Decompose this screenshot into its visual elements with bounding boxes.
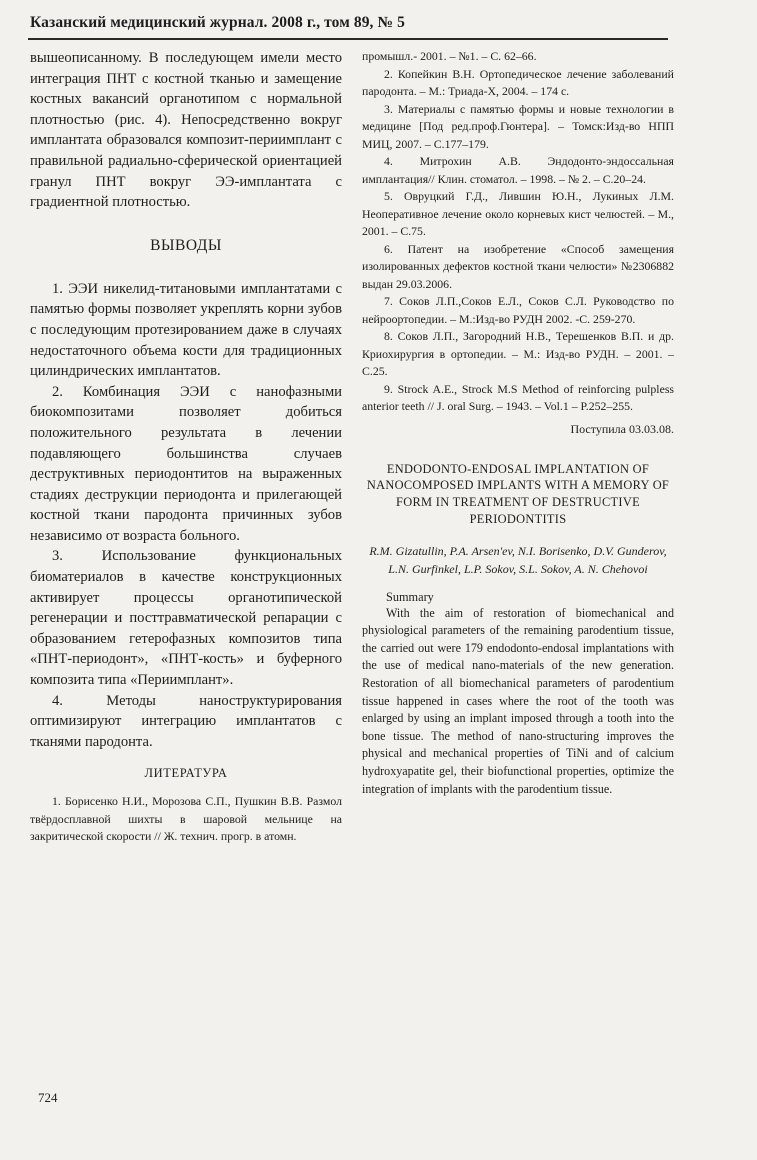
- reference-item-1-continued: промышл.- 2001. – №1. – С. 62–66.: [362, 49, 537, 63]
- english-authors: R.M. Gizatullin, P.A. Arsen'ev, N.I. Borisenko, D.V. Gunderov, L.N. Gurfinkel, L.P. Sokov, S.L. Sokov, A. N. Chehovoi: [369, 543, 667, 576]
- reference-item-7: 7. Соков Л.П.,Соков Е.Л., Соков С.Л. Руководство по нейроортопедии. – М.:Изд-во РУДН 2002. -С. 259-270.: [362, 294, 674, 326]
- header-rule: [28, 38, 668, 40]
- reference-item-4: 4. Митрохин А.В. Эндодонто-эндоссальная имплантация// Клин. стоматол. – 1998. – № 2. – С.20–24.: [362, 154, 674, 186]
- conclusion-item-3: 3. Использование функциональных биоматериалов в качестве конструкционных активирует процессы органотипической регенерации и посттравматической репарации с образованием гетерофазных композитов типа «ПНТ-периодонт», «ПНТ-кость» и буферного композита типа «Периимплант».: [30, 548, 342, 689]
- right-column: [362, 48, 674, 798]
- reference-item-3: 3. Материалы с памятью формы и новые технологии в медицине [Под ред.проф.Гюнтера]. – Томск:Изд-во НПП МИЦ, 2007. – С.177–179.: [362, 101, 674, 151]
- intro-paragraph: вышеописанному. В последующем имели место интеграция ПНТ с костной тканью и замещение костных вакансий органотипом с нормальной плотностью (рис. 4). Непосредственно вокруг имплантата образовался композит-периимплант с правильной радиально-сферической ориентацией гранул ПНТ вокруг ЭЭ-имплантата с градиентной плотностью.: [30, 50, 342, 211]
- conclusion-item-2: 2. Комбинация ЭЭИ с нанофазными биокомпозитами позволяет добиться положительного результата в лечении подавляющего большинства случаев деструктивных периодонтитов на выраженных стадиях деструкции периодонта и прилегающей костной ткани пародонта причинных зубов независимо от возраста больного.: [30, 383, 342, 544]
- reference-item-6: 6. Патент на изобретение «Способ замещения изолированных дефектов костной ткани челюсти» №2306882 выдан 29.03.2006.: [362, 241, 674, 291]
- page-number: 724: [38, 1090, 58, 1105]
- reference-item-5: 5. Овруцкий Г.Д., Лившин Ю.Н., Лукиных Л.М. Неоперативное лечение около корневых кист челюстей. – М., 2001. – С.75.: [362, 189, 674, 238]
- summary-label: Summary: [386, 589, 434, 604]
- conclusion-item-4: 4. Методы наноструктурирования оптимизируют интеграцию имплантатов с тканями пародонта.: [30, 692, 342, 750]
- conclusions-heading: ВЫВОДЫ: [150, 236, 222, 254]
- left-column: [30, 48, 342, 846]
- reference-item-9: 9. Strock A.E., Strock M.S Method of reinforcing pulpless anterior teeth // J. oral Surg. – 1943. – Vol.1 – P.252–255.: [362, 381, 674, 413]
- reference-item-8: 8. Соков Л.П., Загородний Н.В., Терешенков В.П. и др. Криохирургия в ортопедии. – М.: Изд-во РУДН. – 2001. – С.25.: [362, 329, 674, 378]
- summary-text: With the aim of restoration of biomechanical and physiological parameters of the remaining parodentium tissue, the carried out were 179 endodonto-endosal implantations with the use of medical nano-materials of the new generation. Restoration of all biomechanical parameters of parodentium tissue happened in cases where the root of the tooth was enlarged by using an implant imposed through a tooth into the bone tissue. The method of nano-structuring improves the physical and mechanical properties of TiNi and of calcium hydroxyapatite gel, their biofunctional properties, optimize the integration of implants with the parodentium tissue.: [362, 605, 674, 796]
- received-date: Поступила 03.03.08.: [570, 421, 674, 436]
- reference-item-1: 1. Борисенко Н.И., Морозова С.П., Пушкин В.В. Размол твёрдосплавной шихты в шаровой мельнице на закритической скорости // Ж. технич. прогр. в атомн.: [30, 794, 342, 844]
- running-header: Казанский медицинский журнал. 2008 г., том 89, № 5: [30, 14, 405, 31]
- reference-item-2: 2. Копейкин В.Н. Ортопедическое лечение заболеваний пародонта. – М.: Триада-Х, 2004. – 174 с.: [362, 66, 674, 98]
- english-title: ENDODONTO-ENDOSAL IMPLANTATION OF NANOCOMPOSED IMPLANTS WITH A MEMORY OF FORM IN TREATMENT OF DESTRUCTIVE PERIODONTITIS: [366, 461, 670, 526]
- conclusion-item-1: 1. ЭЭИ никелид-титановыми имплантатами с памятью формы позволяет укреплять корни зубов с последующим протезированием даже в случаях недостаточного объема кости для традиционных цилиндрических имплантатов.: [30, 280, 342, 380]
- references-heading: ЛИТЕРАТУРА: [144, 766, 228, 781]
